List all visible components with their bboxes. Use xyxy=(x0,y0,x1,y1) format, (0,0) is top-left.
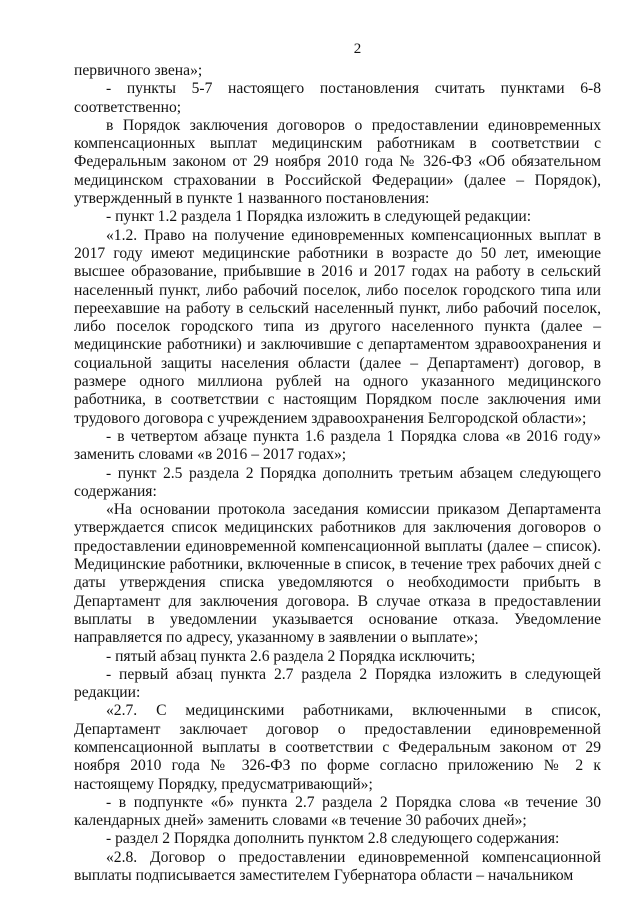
page-number: 2 xyxy=(353,41,362,57)
paragraph: «На основании протокола заседания комиссии приказом Департамента утверждается список медицинских работников для заключения договоров о предоставлении единовременной компенсационной выплаты (далее – список). Медицинские работники, включенные в список, в течение трех рабочих дней с даты утверждения списка уведомляются о необходимости прибыть в Департамент для заключения договора. В случае отказа в предоставлении выплаты в уведомлении указывается основание отказа. Уведомление направляется по адресу, указанному в заявлении о выплате»; xyxy=(74,501,601,647)
paragraph: - пункты 5-7 настоящего постановления считать пунктами 6-8 соответственно; xyxy=(74,80,601,116)
paragraph: в Порядок заключения договоров о предоставлении единовременных компенсационных выплат медицинским работникам в соответствии с Федеральным законом от 29 ноября 2010 года № 326-ФЗ «Об обязательном медицинском страховании в Российской Федерации» (далее – Порядок), утвержденный в пункте 1 названного постановления: xyxy=(74,116,601,208)
paragraph: - первый абзац пункта 2.7 раздела 2 Порядка изложить в следующей редакции: xyxy=(74,665,601,702)
paragraph: «2.8. Договор о предоставлении единовременной компенсационной выплаты подписывается заместителем Губернатора области – начальником xyxy=(74,848,601,885)
paragraph: - раздел 2 Порядка дополнить пунктом 2.8 следующего содержания: xyxy=(106,830,560,848)
paragraph: - в четвертом абзаце пункта 1.6 раздела 1 Порядка слова «в 2016 году» заменить словами «в 2016 – 2017 годах»; xyxy=(74,427,601,464)
paragraph: «1.2. Право на получение единовременных компенсационных выплат в 2017 году имеют медицинские работники в возрасте до 50 лет, имеющие высшее образование, прибывшие в 2016 и 2017 годах на работу в сельский населенный пункт, либо рабочий поселок, либо поселок городского типа или переехавшие на работу в сельский населенный пункт, либо рабочий поселок, либо поселок городского типа из другого населенного пункта (далее – медицинские работники) и заключившие с департаментом здравоохранения и социальной защиты населения области (далее – Департамент) договор, в размере одного миллиона рублей на одного указанного медицинского работника, в соответствии с настоящим Порядком после заключения ими трудового договора с учреждением здравоохранения Белгородской области»; xyxy=(74,226,601,427)
paragraph: - пятый абзац пункта 2.6 раздела 2 Порядка исключить; xyxy=(106,647,476,665)
paragraph: - пункт 2.5 раздела 2 Порядка дополнить третьим абзацем следующего содержания: xyxy=(74,464,601,500)
document-body xyxy=(74,62,601,885)
paragraph: первичного звена»; xyxy=(74,62,203,79)
paragraph: - пункт 1.2 раздела 1 Порядка изложить в следующей редакции: xyxy=(106,208,532,226)
paragraph: «2.7. С медицинскими работниками, включенными в список, Департамент заключает договор о предоставлении единовременной компенсационной выплаты в соответствии с Федеральным законом от 29 ноября 2010 года № 326-ФЗ по форме согласно приложению № 2 к настоящему Порядку, предусматривающий»; xyxy=(74,702,601,793)
paragraph: - в подпункте «б» пункта 2.7 раздела 2 Порядка слова «в течение 30 календарных дней» заменить словами «в течение 30 рабочих дней»; xyxy=(74,793,601,830)
